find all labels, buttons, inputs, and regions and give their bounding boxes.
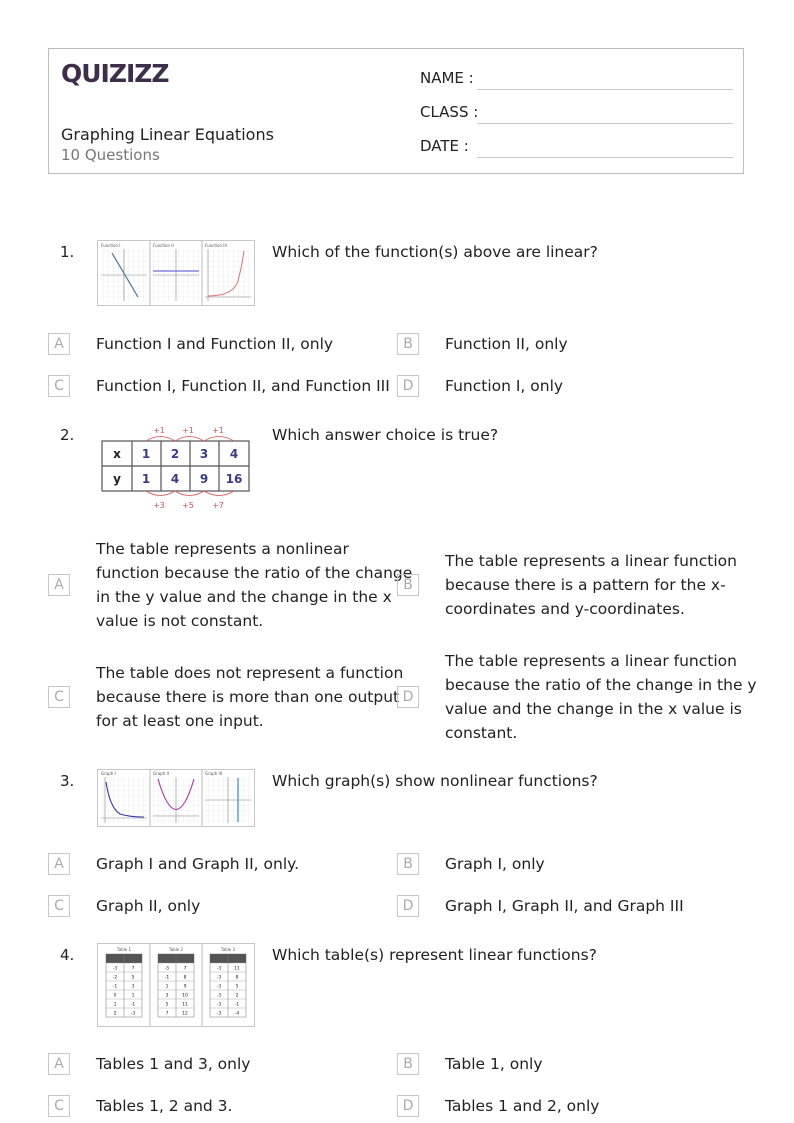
y-difference-label: +7 <box>212 501 224 510</box>
question-1-number: 1. <box>60 243 75 261</box>
mini-table-cell: 5 <box>235 984 239 990</box>
mini-table-cell: 9 <box>183 984 187 990</box>
question-2-number: 2. <box>60 426 75 444</box>
q2-option-a-box[interactable]: A <box>48 574 70 596</box>
table-label-1: Table 1 <box>116 947 132 952</box>
x-difference-label: +1 <box>153 426 165 435</box>
question-3-text: Which graph(s) show nonlinear functions? <box>272 772 598 790</box>
mini-table-cell: -3 <box>216 1002 222 1008</box>
mini-table-cell: -1 <box>130 1002 136 1008</box>
graph-label-2: Graph II <box>153 771 169 776</box>
q1-option-d-text: Function I, only <box>445 377 564 395</box>
q4-option-a-box[interactable]: A <box>48 1053 70 1075</box>
function-tables-image <box>98 944 254 1026</box>
q3-option-d-box[interactable]: D <box>397 895 419 917</box>
mini-table-cell: 10 <box>182 993 188 999</box>
q4-option-d-box[interactable]: D <box>397 1095 419 1117</box>
q1-option-c-box[interactable]: C <box>48 375 70 397</box>
mini-table-cell: 7 <box>183 966 187 972</box>
mini-table-cell: 5 <box>165 1002 169 1008</box>
table-x-value: 4 <box>229 447 239 461</box>
question-2-text: Which answer choice is true? <box>272 426 499 444</box>
y-difference-label: +5 <box>182 501 194 510</box>
table-x-header: x <box>113 447 121 461</box>
question-3-image <box>97 769 255 827</box>
mini-table-cell: -3 <box>130 1011 136 1017</box>
question-2-image <box>97 422 257 514</box>
table-y-value: 1 <box>141 472 151 486</box>
function-graphs-image <box>98 241 254 305</box>
graph-label-1: Graph I <box>101 771 116 776</box>
q4-option-c-text: Tables 1, 2 and 3. <box>96 1097 233 1115</box>
quizizz-logo: QUIZIZZ <box>61 59 169 88</box>
mini-table-cell: -1 <box>112 984 118 990</box>
mini-table-cell: -3 <box>216 1011 222 1017</box>
q2-option-b-box[interactable]: B <box>397 574 419 596</box>
graph-label-3: Graph III <box>205 771 223 776</box>
mini-table-cell: -2 <box>112 975 118 981</box>
q4-option-a-text: Tables 1 and 3, only <box>96 1055 251 1073</box>
q3-option-a-box[interactable]: A <box>48 853 70 875</box>
mini-table-cell: -3 <box>216 975 222 981</box>
mini-table-cell: -1 <box>164 975 170 981</box>
q1-option-c-text: Function I, Function II, and Function III <box>96 377 390 395</box>
q2-option-d-text: The table represents a linear function because the ratio of the change in the y value and the change in the x value is constant. <box>445 652 757 742</box>
q2-option-d-box[interactable]: D <box>397 686 419 708</box>
mini-table-cell: 1 <box>131 993 135 999</box>
graph-label-1: Function I <box>101 243 121 248</box>
question-1-image <box>97 240 255 306</box>
graph-label-2: Function II <box>153 243 174 248</box>
mini-table-cell: 3 <box>131 984 135 990</box>
mini-table-cell: 7 <box>165 1011 169 1017</box>
worksheet-title: Graphing Linear Equations <box>61 125 274 144</box>
q3-option-c-text: Graph II, only <box>96 897 201 915</box>
mini-table-cell: -3 <box>216 993 222 999</box>
mini-table-cell: 11 <box>182 1002 188 1008</box>
date-label: DATE : <box>420 137 469 155</box>
table-x-value: 3 <box>199 447 209 461</box>
q4-option-b-text: Table 1, only <box>445 1055 543 1073</box>
question-4-text: Which table(s) represent linear functions? <box>272 946 597 964</box>
mini-table-cell: -3 <box>216 984 222 990</box>
mini-table-cell: -5 <box>164 966 170 972</box>
mini-table-cell: 8 <box>235 975 239 981</box>
q1-option-a-text: Function I and Function II, only <box>96 335 334 353</box>
xy-table-image <box>97 422 257 514</box>
q1-option-a-box[interactable]: A <box>48 333 70 355</box>
mini-table-cell: 2 <box>113 1011 117 1017</box>
mini-table-cell: 5 <box>131 975 135 981</box>
question-1-text: Which of the function(s) above are linear? <box>272 243 598 261</box>
name-label: NAME : <box>420 69 474 87</box>
mini-table-cell: -3 <box>112 966 118 972</box>
mini-table-cell: 1 <box>113 1002 117 1008</box>
q1-option-b-text: Function II, only <box>445 335 568 353</box>
mini-table-cell: -1 <box>234 1002 240 1008</box>
table-x-value: 1 <box>141 447 151 461</box>
q3-option-b-text: Graph I, only <box>445 855 545 873</box>
q3-option-b-box[interactable]: B <box>397 853 419 875</box>
x-difference-label: +1 <box>182 426 194 435</box>
table-y-value: 9 <box>199 472 209 486</box>
mini-table-cell: -4 <box>234 1011 240 1017</box>
table-label-2: Table 2 <box>168 947 184 952</box>
worksheet-header <box>48 48 744 174</box>
table-y-value: 16 <box>225 472 243 486</box>
y-difference-label: +3 <box>153 501 165 510</box>
question-4-image <box>97 943 255 1027</box>
mini-table-cell: 3 <box>165 993 169 999</box>
class-line[interactable] <box>477 123 733 124</box>
mini-table-cell: -3 <box>216 966 222 972</box>
class-label: CLASS : <box>420 103 479 121</box>
q3-option-d-text: Graph I, Graph II, and Graph III <box>445 897 684 915</box>
mini-table-cell: 0 <box>113 993 117 999</box>
table-y-value: 4 <box>170 472 180 486</box>
mini-table-cell: 1 <box>165 984 169 990</box>
table-y-header: y <box>113 472 121 486</box>
table-x-value: 2 <box>170 447 180 461</box>
question-4-number: 4. <box>60 946 75 964</box>
x-difference-label: +1 <box>212 426 224 435</box>
mini-table-cell: 7 <box>131 966 135 972</box>
q4-option-d-text: Tables 1 and 2, only <box>445 1097 600 1115</box>
q1-option-d-box[interactable]: D <box>397 375 419 397</box>
mini-table-cell: 12 <box>182 1011 188 1017</box>
name-line[interactable] <box>477 89 733 90</box>
table-label-3: Table 3 <box>220 947 236 952</box>
question-count: 10 Questions <box>61 146 160 164</box>
q4-option-c-box[interactable]: C <box>48 1095 70 1117</box>
date-line[interactable] <box>477 157 733 158</box>
q4-option-b-box[interactable]: B <box>397 1053 419 1075</box>
q2-option-a-text: The table represents a nonlinear function because the ratio of the change in the y value and the change in the x value is not constant. <box>96 540 413 630</box>
q3-option-a-text: Graph I and Graph II, only. <box>96 855 300 873</box>
question-3-number: 3. <box>60 772 75 790</box>
q2-option-b-text: The table represents a linear function because there is a pattern for the x- coordinates and y-coordinates. <box>445 552 737 618</box>
q2-option-c-text: The table does not represent a function because there is more than one output for at least one input. <box>96 664 404 730</box>
mini-table-cell: 2 <box>235 993 239 999</box>
graph-label-3: Function III <box>205 243 227 248</box>
mini-table-cell: 11 <box>234 966 240 972</box>
q1-option-b-box[interactable]: B <box>397 333 419 355</box>
q2-option-c-box[interactable]: C <box>48 686 70 708</box>
nonlinear-graphs-image <box>98 770 254 826</box>
mini-table-cell: 8 <box>183 975 187 981</box>
q3-option-c-box[interactable]: C <box>48 895 70 917</box>
